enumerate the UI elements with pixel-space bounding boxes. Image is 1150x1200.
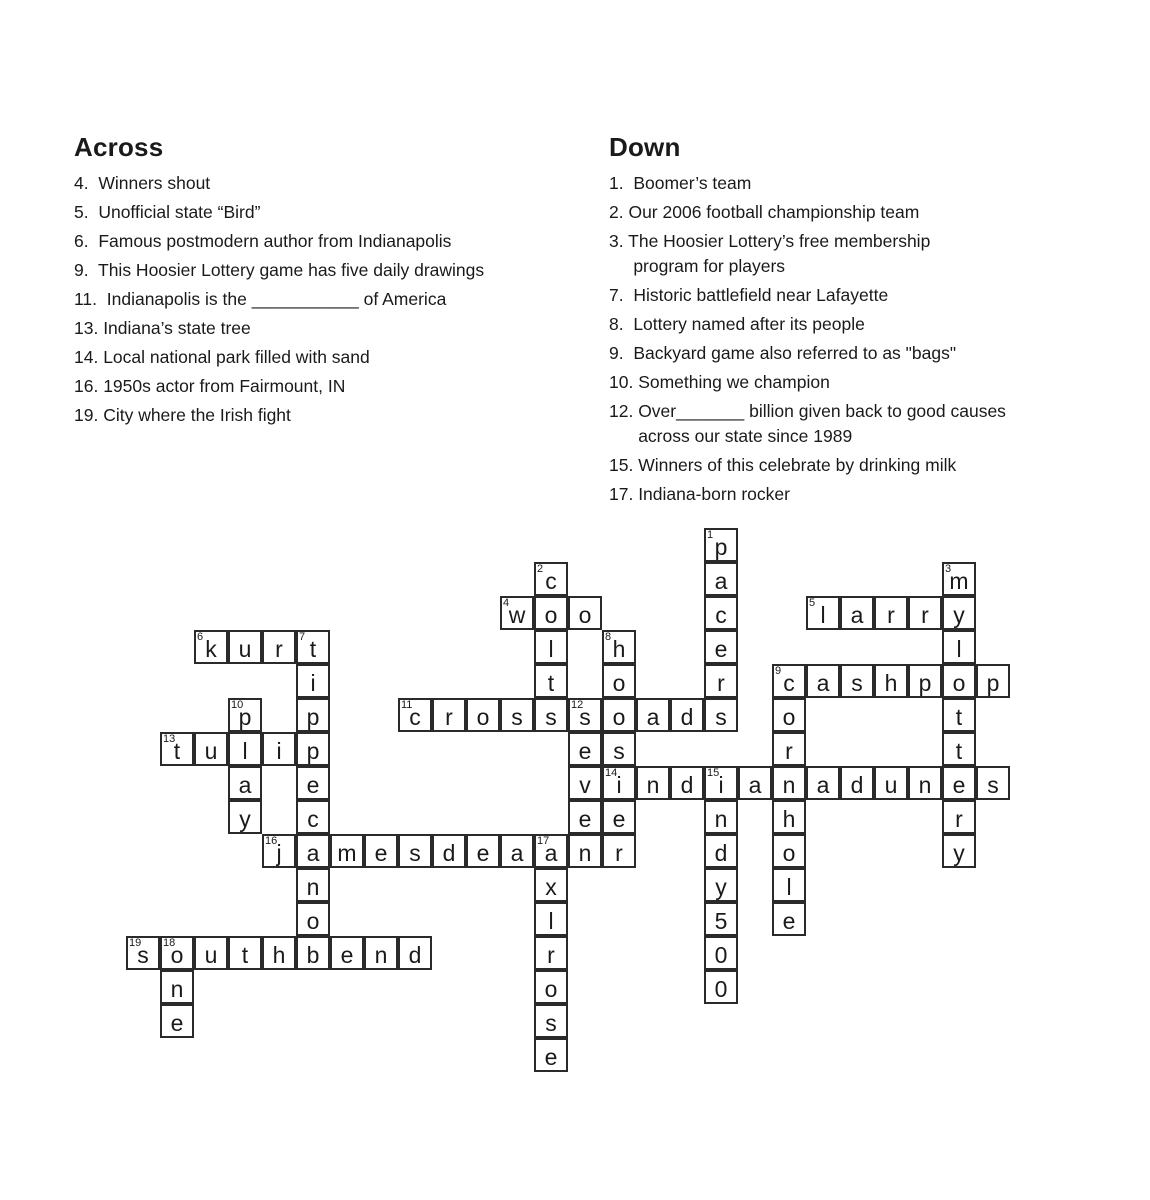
crossword-cell[interactable]	[228, 698, 262, 732]
cell-letter: r	[445, 704, 453, 730]
cell-letter: e	[306, 772, 320, 798]
crossword-cell[interactable]	[704, 868, 738, 902]
cell-letter: n	[374, 942, 388, 968]
cell-letter: a	[238, 772, 252, 798]
cell-letter: a	[510, 840, 524, 866]
cell-letter: e	[578, 806, 592, 832]
cell-letter: r	[785, 738, 793, 764]
cell-letter: u	[204, 942, 218, 968]
cell-letter: c	[783, 670, 795, 696]
crossword-cell[interactable]	[602, 698, 636, 732]
crossword-cell[interactable]	[228, 936, 262, 970]
cell-letter: o	[612, 670, 626, 696]
clue-number: 19	[129, 937, 142, 949]
crossword-cell[interactable]	[534, 630, 568, 664]
cell-letter: s	[409, 840, 421, 866]
down-clue: 9. Backyard game also referred to as "bags"	[609, 343, 957, 363]
clue-number: 9	[775, 665, 782, 677]
cell-letter: e	[578, 738, 592, 764]
crossword-cell[interactable]	[602, 630, 636, 664]
crossword-cell[interactable]	[466, 698, 500, 732]
crossword-cell[interactable]	[296, 800, 330, 834]
crossword-cell[interactable]	[534, 596, 568, 630]
cell-letter: k	[205, 636, 217, 662]
crossword-cell[interactable]	[602, 766, 636, 800]
crossword-cell[interactable]	[534, 868, 568, 902]
cell-letter: o	[170, 942, 184, 968]
cell-letter: r	[275, 636, 283, 662]
cell-letter: o	[476, 704, 490, 730]
crossword-cell[interactable]	[534, 562, 568, 596]
cell-letter: i	[310, 670, 316, 696]
crossword-cell[interactable]	[262, 630, 296, 664]
across-clue: 16. 1950s actor from Fairmount, IN	[74, 376, 346, 396]
cell-letter: i	[616, 772, 622, 798]
crossword-cell[interactable]	[840, 664, 874, 698]
cell-letter: a	[748, 772, 762, 798]
cell-letter: u	[238, 636, 252, 662]
cell-letter: c	[307, 806, 319, 832]
crossword-cell[interactable]	[160, 1004, 194, 1038]
crossword-cell[interactable]	[908, 596, 942, 630]
crossword-cell[interactable]	[500, 698, 534, 732]
crossword-cell[interactable]	[772, 664, 806, 698]
cell-letter: e	[476, 840, 490, 866]
crossword-cell[interactable]	[296, 936, 330, 970]
cell-letter: b	[306, 942, 320, 968]
crossword-cell[interactable]	[602, 800, 636, 834]
cell-letter: p	[238, 704, 252, 730]
down-clue: 1. Boomer’s team	[609, 173, 752, 193]
across-clues	[74, 132, 594, 432]
cell-letter: s	[987, 772, 999, 798]
crossword-cell[interactable]	[398, 834, 432, 868]
crossword-cell[interactable]	[398, 936, 432, 970]
cell-letter: r	[955, 806, 963, 832]
cell-letter: d	[680, 704, 694, 730]
cell-letter: d	[442, 840, 456, 866]
crossword-cell[interactable]	[534, 902, 568, 936]
crossword-cell[interactable]	[296, 766, 330, 800]
clue-number: 2	[537, 563, 544, 575]
cell-letter: e	[714, 636, 728, 662]
crossword-cell[interactable]	[160, 970, 194, 1004]
cell-letter: o	[578, 602, 592, 628]
across-clue: 9. This Hoosier Lottery game has five daily drawings	[74, 260, 485, 280]
down-clue: 2. Our 2006 football championship team	[609, 202, 920, 222]
crossword-cell[interactable]	[228, 766, 262, 800]
clue-number: 12	[571, 699, 584, 711]
cell-letter: x	[545, 874, 557, 900]
crossword-cell[interactable]	[704, 562, 738, 596]
cell-letter: p	[714, 534, 728, 560]
crossword-cell[interactable]	[942, 698, 976, 732]
crossword-cell[interactable]	[942, 834, 976, 868]
across-clue: 6. Famous postmodern author from Indianapolis	[74, 231, 452, 251]
crossword-cell[interactable]	[228, 630, 262, 664]
cell-letter: e	[544, 1044, 558, 1070]
crossword-cell[interactable]	[296, 698, 330, 732]
crossword-cell[interactable]	[160, 732, 194, 766]
cell-letter: a	[714, 568, 728, 594]
down-clue: 3. The Hoosier Lottery’s free membership program for players	[609, 231, 931, 276]
cell-letter: e	[340, 942, 354, 968]
crossword-cell[interactable]	[840, 766, 874, 800]
cell-letter: 5	[714, 908, 728, 934]
cell-letter: l	[786, 874, 792, 900]
cell-letter: d	[680, 772, 694, 798]
cell-letter: a	[850, 602, 864, 628]
cell-letter: t	[241, 942, 249, 968]
cell-letter: u	[884, 772, 898, 798]
crossword-cell[interactable]	[228, 800, 262, 834]
crossword-cell[interactable]	[262, 834, 296, 868]
cell-letter: l	[548, 636, 554, 662]
across-clue: 11. Indianapolis is the ___________ of America	[74, 289, 447, 309]
crossword-cell[interactable]	[500, 596, 534, 630]
down-clue: 12. Over_______ billion given back to good causes across our state since 1989	[609, 401, 1006, 446]
cell-letter: i	[718, 772, 724, 798]
crossword-cell[interactable]	[296, 868, 330, 902]
crossword-cell[interactable]	[704, 936, 738, 970]
crossword-cell[interactable]	[432, 834, 466, 868]
cell-letter: r	[615, 840, 623, 866]
cell-letter: u	[204, 738, 218, 764]
crossword-cell[interactable]	[534, 834, 568, 868]
cell-letter: n	[646, 772, 660, 798]
down-clue: 10. Something we champion	[609, 372, 830, 392]
cell-letter: t	[309, 636, 317, 662]
crossword-cell[interactable]	[772, 766, 806, 800]
crossword-cell[interactable]	[874, 664, 908, 698]
crossword-cell[interactable]	[534, 664, 568, 698]
crossword-cell[interactable]	[704, 664, 738, 698]
cell-letter: i	[276, 738, 282, 764]
clue-number: 16	[265, 835, 278, 847]
clue-number: 17	[537, 835, 550, 847]
crossword-cell[interactable]	[670, 766, 704, 800]
cell-letter: l	[548, 908, 554, 934]
cell-letter: p	[306, 738, 320, 764]
crossword-cell[interactable]	[568, 834, 602, 868]
crossword-cell[interactable]	[772, 800, 806, 834]
cell-letter: y	[953, 602, 965, 628]
cell-letter: d	[408, 942, 422, 968]
crossword-cell[interactable]	[228, 732, 262, 766]
crossword-cell[interactable]	[534, 698, 568, 732]
clue-number: 7	[299, 631, 306, 643]
cell-letter: o	[782, 840, 796, 866]
cell-letter: e	[612, 806, 626, 832]
cell-letter: t	[173, 738, 181, 764]
across-heading: Across	[74, 132, 164, 162]
crossword-cell[interactable]	[534, 970, 568, 1004]
cell-letter: h	[884, 670, 898, 696]
crossword-cell[interactable]	[704, 766, 738, 800]
crossword-cell[interactable]	[704, 528, 738, 562]
cell-letter: a	[306, 840, 320, 866]
cell-letter: a	[544, 840, 558, 866]
cell-letter: m	[949, 568, 969, 594]
cell-letter: r	[887, 602, 895, 628]
crossword-cell[interactable]	[296, 630, 330, 664]
cell-letter: w	[508, 602, 526, 628]
crossword-cell[interactable]	[364, 936, 398, 970]
crossword-cell[interactable]	[534, 1004, 568, 1038]
crossword-cell[interactable]	[942, 630, 976, 664]
crossword-cell[interactable]	[704, 970, 738, 1004]
crossword-cell[interactable]	[704, 698, 738, 732]
cell-letter: c	[545, 568, 557, 594]
crossword-cell[interactable]	[738, 766, 772, 800]
crossword-cell[interactable]	[942, 664, 976, 698]
crossword-cell[interactable]	[194, 630, 228, 664]
cell-letter: o	[306, 908, 320, 934]
crossword-cell[interactable]	[874, 766, 908, 800]
cell-letter: c	[409, 704, 421, 730]
crossword-cell[interactable]	[636, 766, 670, 800]
crossword-cell[interactable]	[398, 698, 432, 732]
crossword-cell[interactable]	[262, 732, 296, 766]
across-clue: 19. City where the Irish fight	[74, 405, 291, 425]
clue-number: 5	[809, 597, 816, 609]
clue-number: 14	[605, 767, 618, 779]
crossword-cell[interactable]	[806, 664, 840, 698]
cell-letter: o	[952, 670, 966, 696]
crossword-cell[interactable]	[194, 936, 228, 970]
cell-letter: d	[714, 840, 728, 866]
crossword-cell[interactable]	[704, 596, 738, 630]
down-clues	[609, 132, 1129, 511]
cell-letter: 0	[714, 976, 728, 1002]
cell-letter: a	[816, 670, 830, 696]
cell-letter: p	[986, 670, 1000, 696]
crossword-cell[interactable]	[704, 800, 738, 834]
crossword-cell[interactable]	[704, 902, 738, 936]
down-clue: 8. Lottery named after its people	[609, 314, 865, 334]
crossword-cell[interactable]	[670, 698, 704, 732]
crossword-cell[interactable]	[976, 766, 1010, 800]
crossword-cell[interactable]	[296, 664, 330, 698]
cell-letter: a	[646, 704, 660, 730]
cell-letter: a	[816, 772, 830, 798]
cell-letter: r	[547, 942, 555, 968]
cell-letter: v	[579, 772, 591, 798]
clue-number: 15	[707, 767, 720, 779]
crossword-cell[interactable]	[466, 834, 500, 868]
cell-letter: l	[820, 602, 826, 628]
cell-letter: s	[613, 738, 625, 764]
cell-letter: l	[242, 738, 248, 764]
down-clue: 15. Winners of this celebrate by drinking milk	[609, 455, 957, 475]
crossword-cell[interactable]	[534, 936, 568, 970]
crossword-cell[interactable]	[262, 936, 296, 970]
crossword-cell[interactable]	[874, 596, 908, 630]
clue-number: 13	[163, 733, 176, 745]
cell-letter: o	[612, 704, 626, 730]
across-clue: 14. Local national park filled with sand	[74, 347, 370, 367]
crossword-cell[interactable]	[602, 834, 636, 868]
crossword-cell[interactable]	[840, 596, 874, 630]
crossword-cell[interactable]	[704, 834, 738, 868]
crossword-cell[interactable]	[160, 936, 194, 970]
crossword-cell[interactable]	[772, 902, 806, 936]
crossword-cell[interactable]	[602, 732, 636, 766]
clue-number: 1	[707, 529, 714, 541]
cell-letter: s	[545, 1010, 557, 1036]
cell-letter: n	[306, 874, 320, 900]
crossword-cell[interactable]	[126, 936, 160, 970]
clue-number: 11	[401, 699, 413, 711]
clue-number: 8	[605, 631, 612, 643]
crossword-cell[interactable]	[330, 936, 364, 970]
cell-letter: n	[578, 840, 592, 866]
cell-letter: m	[337, 840, 357, 866]
cell-letter: t	[955, 738, 963, 764]
cell-letter: l	[956, 636, 962, 662]
crossword-cell[interactable]	[194, 732, 228, 766]
crossword-cell[interactable]	[568, 732, 602, 766]
cell-letter: s	[579, 704, 591, 730]
crossword-cell[interactable]	[568, 596, 602, 630]
cell-letter: s	[511, 704, 523, 730]
cell-letter: o	[544, 976, 558, 1002]
crossword-cell[interactable]	[976, 664, 1010, 698]
cell-letter: n	[170, 976, 184, 1002]
crossword-cell[interactable]	[942, 800, 976, 834]
crossword-cell[interactable]	[806, 766, 840, 800]
cell-letter: r	[921, 602, 929, 628]
crossword-cell[interactable]	[636, 698, 670, 732]
cell-letter: 0	[714, 942, 728, 968]
crossword-cell[interactable]	[330, 834, 364, 868]
cell-letter: p	[306, 704, 320, 730]
down-heading: Down	[609, 132, 681, 162]
cell-letter: e	[952, 772, 966, 798]
cell-letter: j	[276, 840, 282, 866]
cell-letter: y	[953, 840, 965, 866]
cell-letter: e	[170, 1010, 184, 1036]
cell-letter: t	[955, 704, 963, 730]
crossword-cell[interactable]	[704, 630, 738, 664]
clue-number: 3	[945, 563, 952, 575]
crossword-cell[interactable]	[534, 1038, 568, 1072]
cell-letter: n	[714, 806, 728, 832]
cell-letter: h	[272, 942, 286, 968]
cell-letter: y	[239, 806, 251, 832]
cell-letter: o	[782, 704, 796, 730]
cell-letter: s	[137, 942, 149, 968]
crossword-cell[interactable]	[806, 596, 840, 630]
down-clue: 17. Indiana-born rocker	[609, 484, 790, 504]
crossword-cell[interactable]	[568, 800, 602, 834]
clue-number: 10	[231, 699, 244, 711]
across-clue: 4. Winners shout	[74, 173, 211, 193]
cell-letter: n	[918, 772, 932, 798]
crossword-cell[interactable]	[296, 834, 330, 868]
crossword-cell[interactable]	[568, 698, 602, 732]
crossword-cell[interactable]	[942, 766, 976, 800]
crossword-cell[interactable]	[602, 664, 636, 698]
clue-number: 6	[197, 631, 204, 643]
cell-letter: y	[715, 874, 727, 900]
crossword-cell[interactable]	[296, 902, 330, 936]
cell-letter: s	[851, 670, 863, 696]
crossword-cell[interactable]	[772, 868, 806, 902]
crossword-cell[interactable]	[908, 664, 942, 698]
cell-letter: d	[850, 772, 864, 798]
crossword-cell[interactable]	[432, 698, 466, 732]
clue-number: 4	[503, 597, 510, 609]
cell-letter: n	[782, 772, 796, 798]
crossword-cell[interactable]	[942, 562, 976, 596]
cell-letter: p	[918, 670, 932, 696]
across-clue: 13. Indiana’s state tree	[74, 318, 251, 338]
crossword-cell[interactable]	[942, 732, 976, 766]
cell-letter: h	[782, 806, 796, 832]
cell-letter: o	[544, 602, 558, 628]
crossword-cell[interactable]	[296, 732, 330, 766]
crossword-cell[interactable]	[908, 766, 942, 800]
cell-letter: s	[545, 704, 557, 730]
crossword-cell[interactable]	[500, 834, 534, 868]
crossword-cell[interactable]	[772, 834, 806, 868]
cell-letter: s	[715, 704, 727, 730]
down-clue: 7. Historic battlefield near Lafayette	[609, 285, 889, 305]
crossword-cell[interactable]	[772, 698, 806, 732]
crossword-cell[interactable]	[568, 766, 602, 800]
cell-letter: r	[717, 670, 725, 696]
cell-letter: e	[374, 840, 388, 866]
cell-letter: t	[547, 670, 555, 696]
across-clue: 5. Unofficial state “Bird”	[74, 202, 261, 222]
clue-number: 18	[163, 937, 176, 949]
crossword-cell[interactable]	[364, 834, 398, 868]
crossword-cell[interactable]	[772, 732, 806, 766]
cell-letter: h	[612, 636, 626, 662]
crossword-cell[interactable]	[942, 596, 976, 630]
cell-letter: c	[715, 602, 727, 628]
cell-letter: e	[782, 908, 796, 934]
